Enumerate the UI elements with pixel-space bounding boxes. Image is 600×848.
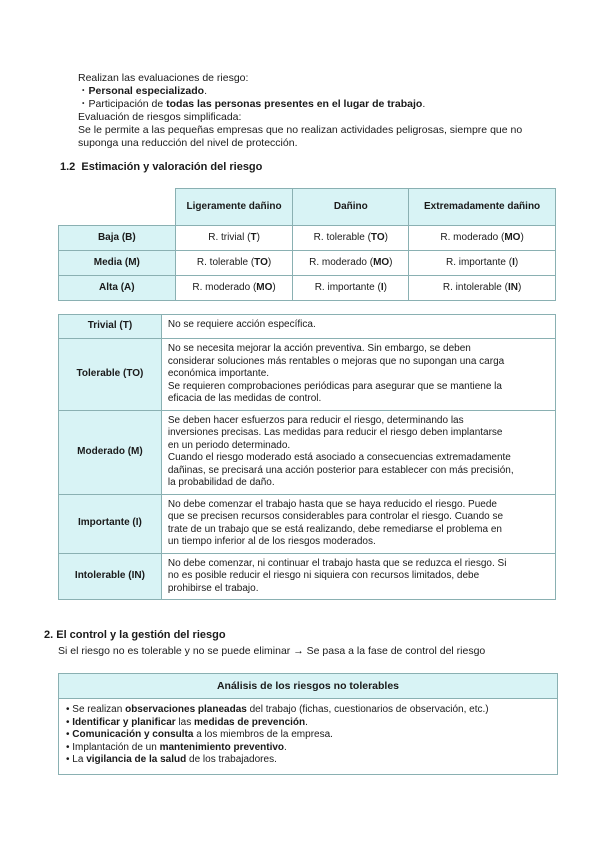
level-row — [59, 494, 556, 553]
list-item: • Se realizan observaciones planeadas del trabajo (fichas, cuestionarios de observación, etc.) — [66, 704, 489, 715]
matrix-cell: R. importante (I) — [293, 276, 409, 301]
matrix-row — [59, 276, 556, 301]
level-description: Se deben hacer esfuerzos para reducir el riesgo, determinando las inversiones precisas. Las medidas para reducir el riesgo deben implantarse en un periodo determinado. Cuando el riesgo moderado está asociado a consecuencias extremadamente dañinas, se precisará una acción posterior para establecer con más precisión, la probabilidad de daño. — [161, 410, 555, 494]
matrix-cell: R. trivial (T) — [175, 226, 293, 251]
matrix-cell: R. moderado (MO) — [293, 251, 409, 276]
list-item: • Implantación de un mantenimiento preventivo. — [66, 741, 287, 753]
matrix-row-header: Baja (B) — [59, 226, 176, 251]
level-row — [59, 315, 556, 339]
level-description: No debe comenzar el trabajo hasta que se haya reducido el riesgo. Puede que se precisen recursos considerables para controlar el riesgo. Cuando se trate de un trabajo que se está realizando, debe remediarse el problema en un tiempo inferior al de los riesgos moderados. — [161, 494, 555, 553]
section-heading: 1.2 Estimación y valoración del riesgo — [60, 161, 263, 173]
intro-line: suponga una reducción del nivel de protección. — [78, 137, 298, 149]
intro-line: Realizan las evaluaciones de riesgo: — [78, 72, 249, 84]
matrix-col-header: Dañino — [293, 189, 409, 226]
level-label: Importante (I) — [59, 494, 162, 553]
matrix-row-header: Alta (A) — [59, 276, 176, 301]
matrix-row-header: Media (M) — [59, 251, 176, 276]
level-row — [59, 553, 556, 600]
matrix-cell: R. moderado (MO) — [409, 226, 556, 251]
matrix-cell: R. tolerable (TO) — [293, 226, 409, 251]
matrix-cell: R. importante (I) — [409, 251, 556, 276]
matrix-row — [59, 226, 556, 251]
matrix-col-header: Extremadamente dañino — [409, 189, 556, 226]
analysis-list — [59, 699, 557, 774]
section-text: Si el riesgo no es tolerable y no se puede eliminar → Se pasa a la fase de control del riesgo — [58, 645, 486, 657]
list-item: • La vigilancia de la salud de los trabajadores. — [66, 754, 277, 765]
intro-block — [78, 72, 568, 150]
arrow-icon: → — [293, 645, 304, 657]
intro-bullet-1: ・Personal especializado. — [78, 85, 207, 97]
list-item: • Identificar y planificar las medidas de prevención. — [66, 716, 308, 728]
level-label: Trivial (T) — [59, 315, 162, 339]
matrix-cell: R. moderado (MO) — [175, 276, 293, 301]
level-description: No se requiere acción específica. — [161, 315, 555, 339]
analysis-title: Análisis de los riesgos no tolerables — [59, 674, 557, 699]
intro-line: Se le permite a las pequeñas empresas que no realizan actividades peligrosas, siempre que no — [78, 124, 523, 136]
list-item: • Comunicación y consulta a los miembros de la empresa. — [66, 729, 333, 740]
level-description: No se necesita mejorar la acción preventiva. Sin embargo, se deben considerar soluciones más rentables o mejoras que no supongan una carga económica importante. Se requieren comprobaciones periódicas para asegurar que se mantiene la eficacia de las medidas de control. — [161, 339, 555, 411]
matrix-cell: R. tolerable (TO) — [175, 251, 293, 276]
level-label: Tolerable (TO) — [59, 339, 162, 411]
level-row — [59, 410, 556, 494]
level-label: Intolerable (IN) — [59, 553, 162, 600]
matrix-row — [59, 251, 556, 276]
matrix-corner — [59, 189, 176, 226]
risk-matrix — [58, 188, 556, 301]
section-heading: 2. El control y la gestión del riesgo — [44, 629, 226, 641]
risk-levels-table — [58, 314, 556, 600]
level-row — [59, 339, 556, 411]
matrix-cell: R. intolerable (IN) — [409, 276, 556, 301]
level-description: No debe comenzar, ni continuar el trabajo hasta que se reduzca el riesgo. Si no es posible reducir el riesgo ni siquiera con recursos limitados, debe prohibirse el trabajo. — [161, 553, 555, 600]
matrix-col-header: Ligeramente dañino — [175, 189, 293, 226]
intro-bullet-2: ・Participación de todas las personas presentes en el lugar de trabajo. — [78, 98, 426, 110]
analysis-box — [58, 673, 558, 775]
intro-line: Evaluación de riesgos simplificada: — [78, 111, 242, 123]
level-label: Moderado (M) — [59, 410, 162, 494]
